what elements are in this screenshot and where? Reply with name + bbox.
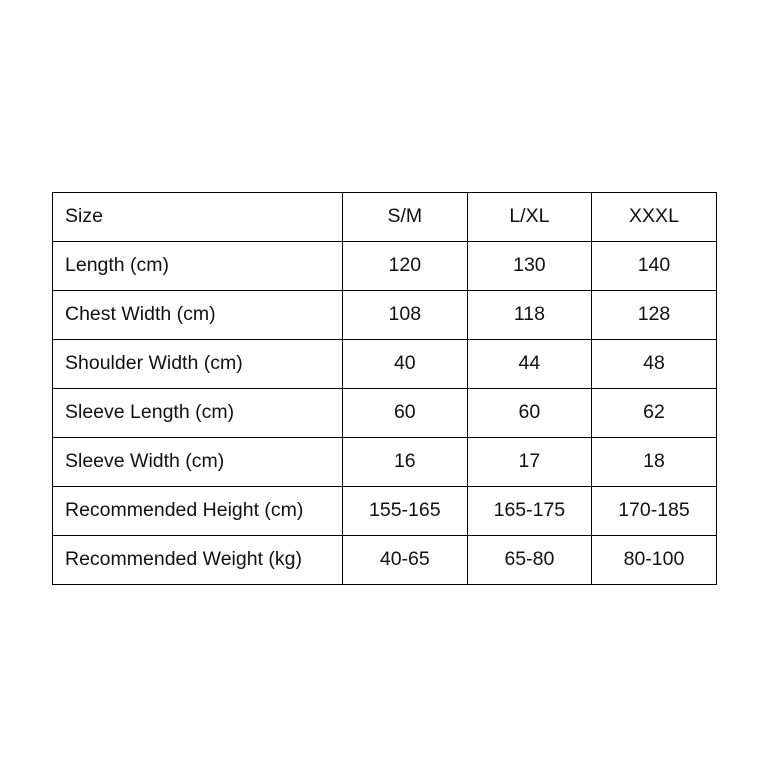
table-row	[53, 340, 717, 389]
table-row	[53, 242, 717, 291]
row-value: 18	[592, 438, 717, 487]
row-value: 118	[467, 291, 592, 340]
row-label: Sleeve Length (cm)	[53, 389, 343, 438]
row-value: S/M	[343, 193, 468, 242]
row-value: XXXL	[592, 193, 717, 242]
row-value: 108	[343, 291, 468, 340]
row-value: 48	[592, 340, 717, 389]
table-row	[53, 389, 717, 438]
row-value: 80-100	[592, 536, 717, 585]
row-value: 40-65	[343, 536, 468, 585]
row-label: Length (cm)	[53, 242, 343, 291]
table-row	[53, 536, 717, 585]
table-row	[53, 487, 717, 536]
row-label: Recommended Weight (kg)	[53, 536, 343, 585]
row-value: 60	[343, 389, 468, 438]
row-value: L/XL	[467, 193, 592, 242]
row-value: 170-185	[592, 487, 717, 536]
row-value: 140	[592, 242, 717, 291]
row-value: 44	[467, 340, 592, 389]
row-value: 128	[592, 291, 717, 340]
table-row	[53, 193, 717, 242]
row-label: Sleeve Width (cm)	[53, 438, 343, 487]
table-row	[53, 438, 717, 487]
table-row	[53, 291, 717, 340]
row-value: 120	[343, 242, 468, 291]
row-value: 40	[343, 340, 468, 389]
row-value: 65-80	[467, 536, 592, 585]
size-chart-table	[52, 192, 717, 585]
row-value: 17	[467, 438, 592, 487]
row-label: Shoulder Width (cm)	[53, 340, 343, 389]
row-value: 165-175	[467, 487, 592, 536]
row-label: Chest Width (cm)	[53, 291, 343, 340]
row-value: 60	[467, 389, 592, 438]
size-chart-container	[52, 192, 716, 585]
row-label: Size	[53, 193, 343, 242]
row-value: 130	[467, 242, 592, 291]
row-value: 16	[343, 438, 468, 487]
row-value: 155-165	[343, 487, 468, 536]
row-label: Recommended Height (cm)	[53, 487, 343, 536]
row-value: 62	[592, 389, 717, 438]
